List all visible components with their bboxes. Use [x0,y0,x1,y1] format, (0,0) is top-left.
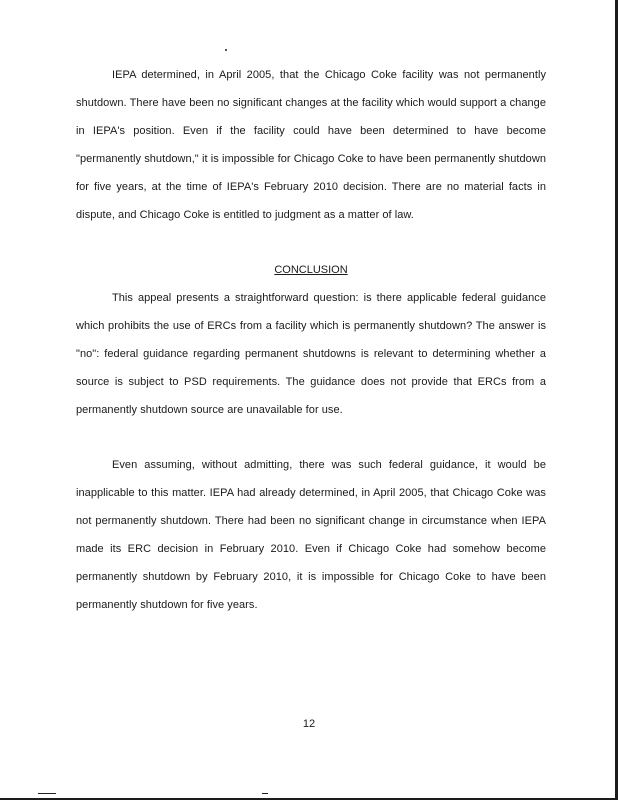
paragraph-permanent-shutdown-determination: IEPA determined, in April 2005, that the Chicago Coke facility was not permanently shutdown. There have been no significant changes at the facility which would support a change in IEPA's position. Even if the facility could have been determined to have become "permanently shutdown," it is impossible for Chicago Coke to have been permanently shutdown for five years, at the time of IEPA's February 2010 decision. There are no material facts in dispute, and Chicago Coke is entitled to judgment as a matter of law. [76,69,546,221]
section-heading [76,256,546,284]
paragraph-appeal-question: This appeal presents a straightforward question: is there applicable federal guidance which prohibits the use of ERCs from a facility which is permanently shutdown? The answer is "no": federal guidance regarding permanent shutdowns is relevant to determining whether a source is subject to PSD requirements. The guidance does not provide that ERCs from a permanently shutdown source are unavailable for use. [76,292,546,416]
scan-speck [38,793,56,794]
conclusion-heading-text: CONCLUSION [274,264,348,276]
scan-speck [262,793,268,794]
scan-speck [225,49,227,51]
page-number: 12 [302,718,316,730]
paragraph-federal-guidance-inapplicable: Even assuming, without admitting, there was such federal guidance, it would be inapplicable to this matter. IEPA had already determined, in April 2005, that Chicago Coke was not permanently shutdown. There had been no significant change in circumstance when IEPA made its ERC decision in February 2010. Even if Chicago Coke had somehow become permanently shutdown by February 2010, it is impossible for Chicago Coke to have been permanently shutdown for five years. [76,459,546,611]
